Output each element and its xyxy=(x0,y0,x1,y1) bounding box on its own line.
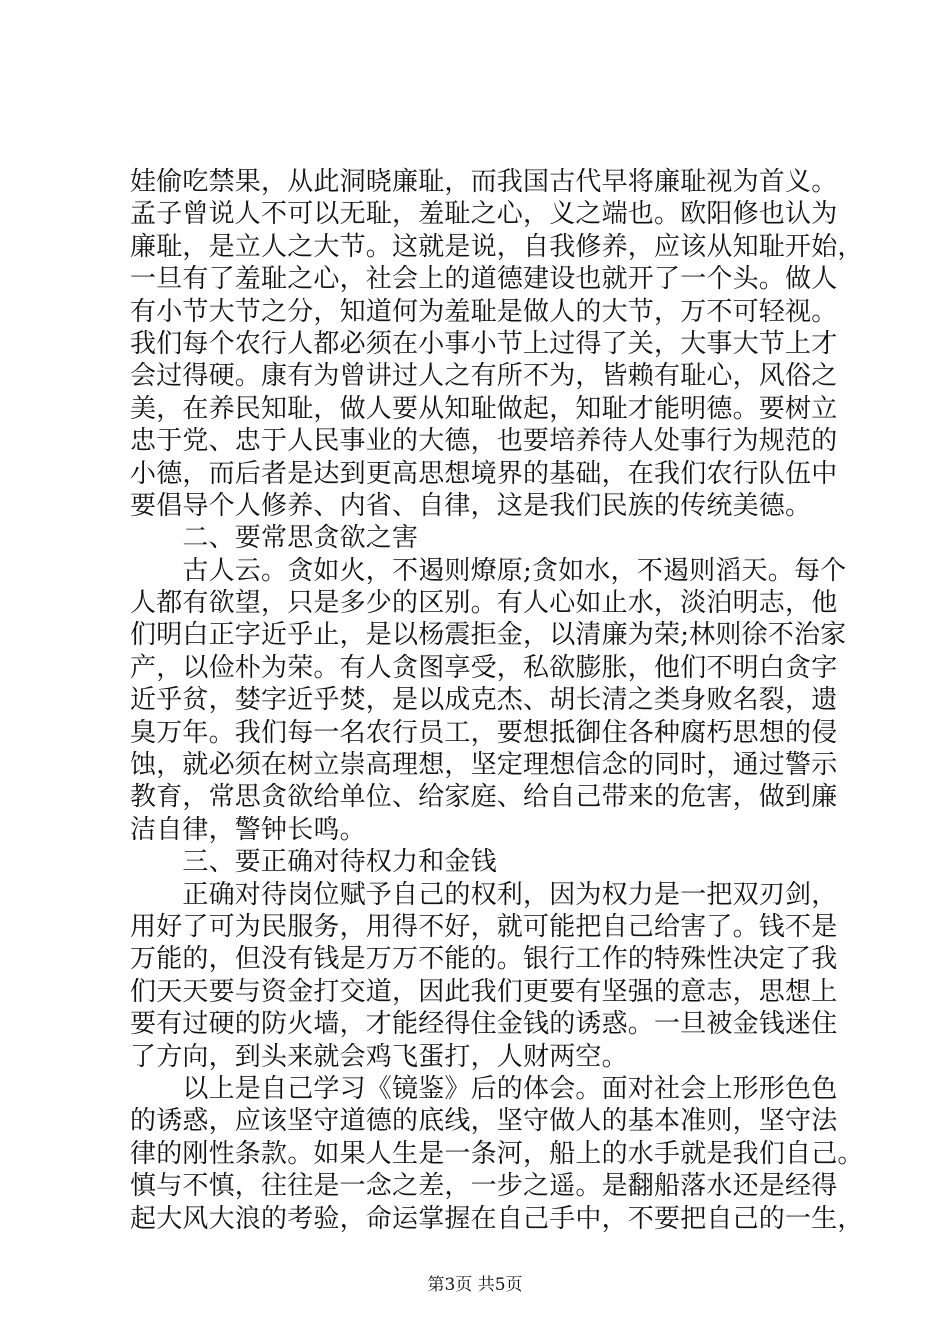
section-heading: 三、要正确对待权力和金钱 xyxy=(130,847,497,878)
section-heading: 二、要常思贪欲之害 xyxy=(130,523,419,554)
text-line: 要有过硬的防火墙，才能经得住金钱的诱惑。一旦被金钱迷住 xyxy=(130,1009,838,1040)
text-line: 起大风大浪的考验，命运掌握在自己手中，不要把自己的一生， xyxy=(130,1203,864,1234)
text-line: 古人云。贪如火，不遏则燎原;贪如水，不遏则滔天。每个 xyxy=(130,555,847,586)
text-line: 会过得硬。康有为曾讲过人之有所不为，皆赖有耻心，风俗之 xyxy=(130,361,838,392)
text-line: 一旦有了羞耻之心，社会上的道德建设也就开了一个头。做人 xyxy=(130,264,838,295)
text-line: 娃偷吃禁果，从此洞晓廉耻，而我国古代早将廉耻视为首义。 xyxy=(130,167,838,197)
text-line: 人都有欲望，只是多少的区别。有人心如止水，淡泊明志，他 xyxy=(130,588,838,619)
text-line: 律的刚性条款。如果人生是一条河，船上的水手就是我们自己。 xyxy=(130,1138,864,1169)
text-line: 了方向，到头来就会鸡飞蛋打，人财两空。 xyxy=(130,1041,628,1072)
text-line: 以上是自己学习《镜鉴》后的体会。面对社会上形形色色 xyxy=(130,1073,838,1104)
text-line: 蚀，就必须在树立崇高理想，坚定理想信念的同时，通过警示 xyxy=(130,750,838,781)
text-line: 们明白正字近乎止，是以杨震拒金，以清廉为荣;林则徐不治家 xyxy=(130,620,847,651)
text-line: 小德，而后者是达到更高思想境界的基础，在我们农行队伍中 xyxy=(130,458,838,489)
text-line: 洁自律，警钟长鸣。 xyxy=(130,814,366,845)
text-line: 慎与不慎，往往是一念之差，一步之遥。是翻船落水还是经得 xyxy=(130,1171,838,1202)
text-line: 产，以俭朴为荣。有人贪图享受，私欲膨胀，他们不明白贪字 xyxy=(130,652,838,683)
text-line: 用好了可为民服务，用得不好，就可能把自己给害了。钱不是 xyxy=(130,911,838,942)
text-line: 教育，常思贪欲给单位、给家庭、给自己带来的危害，做到廉 xyxy=(130,782,838,813)
text-line: 我们每个农行人都必须在小事小节上过得了关，大事大节上才 xyxy=(130,328,838,359)
text-line: 孟子曾说人不可以无耻，羞耻之心，义之端也。欧阳修也认为 xyxy=(130,199,838,230)
body-text xyxy=(130,166,864,1235)
text-line: 要倡导个人修养、内省、自律，这是我们民族的传统美德。 xyxy=(130,490,812,521)
text-line: 们天天要与资金打交道，因此我们更要有坚强的意志，思想上 xyxy=(130,976,838,1007)
text-line: 廉耻，是立人之大节。这就是说，自我修养，应该从知耻开始， xyxy=(130,231,864,262)
text-line: 臭万年。我们每一名农行员工，要想抵御住各种腐朽思想的侵 xyxy=(130,717,838,748)
text-line: 正确对待岗位赋予自己的权利，因为权力是一把双刃剑， xyxy=(130,879,838,910)
text-line: 美，在养民知耻，做人要从知耻做起，知耻才能明德。要树立 xyxy=(130,393,838,424)
text-line: 万能的，但没有钱是万万不能的。银行工作的特殊性决定了我 xyxy=(130,944,838,975)
text-line: 有小节大节之分，知道何为羞耻是做人的大节，万不可轻视。 xyxy=(130,296,838,327)
page-number-footer: 第3页 共5页 xyxy=(427,1275,523,1295)
text-line: 的诱惑，应该坚守道德的底线，坚守做人的基本准则，坚守法 xyxy=(130,1106,838,1137)
text-line: 忠于党、忠于人民事业的大德，也要培养待人处事行为规范的 xyxy=(130,426,838,457)
text-line: 近乎贫，婪字近乎焚，是以成克杰、胡长清之类身败名裂，遗 xyxy=(130,685,838,716)
